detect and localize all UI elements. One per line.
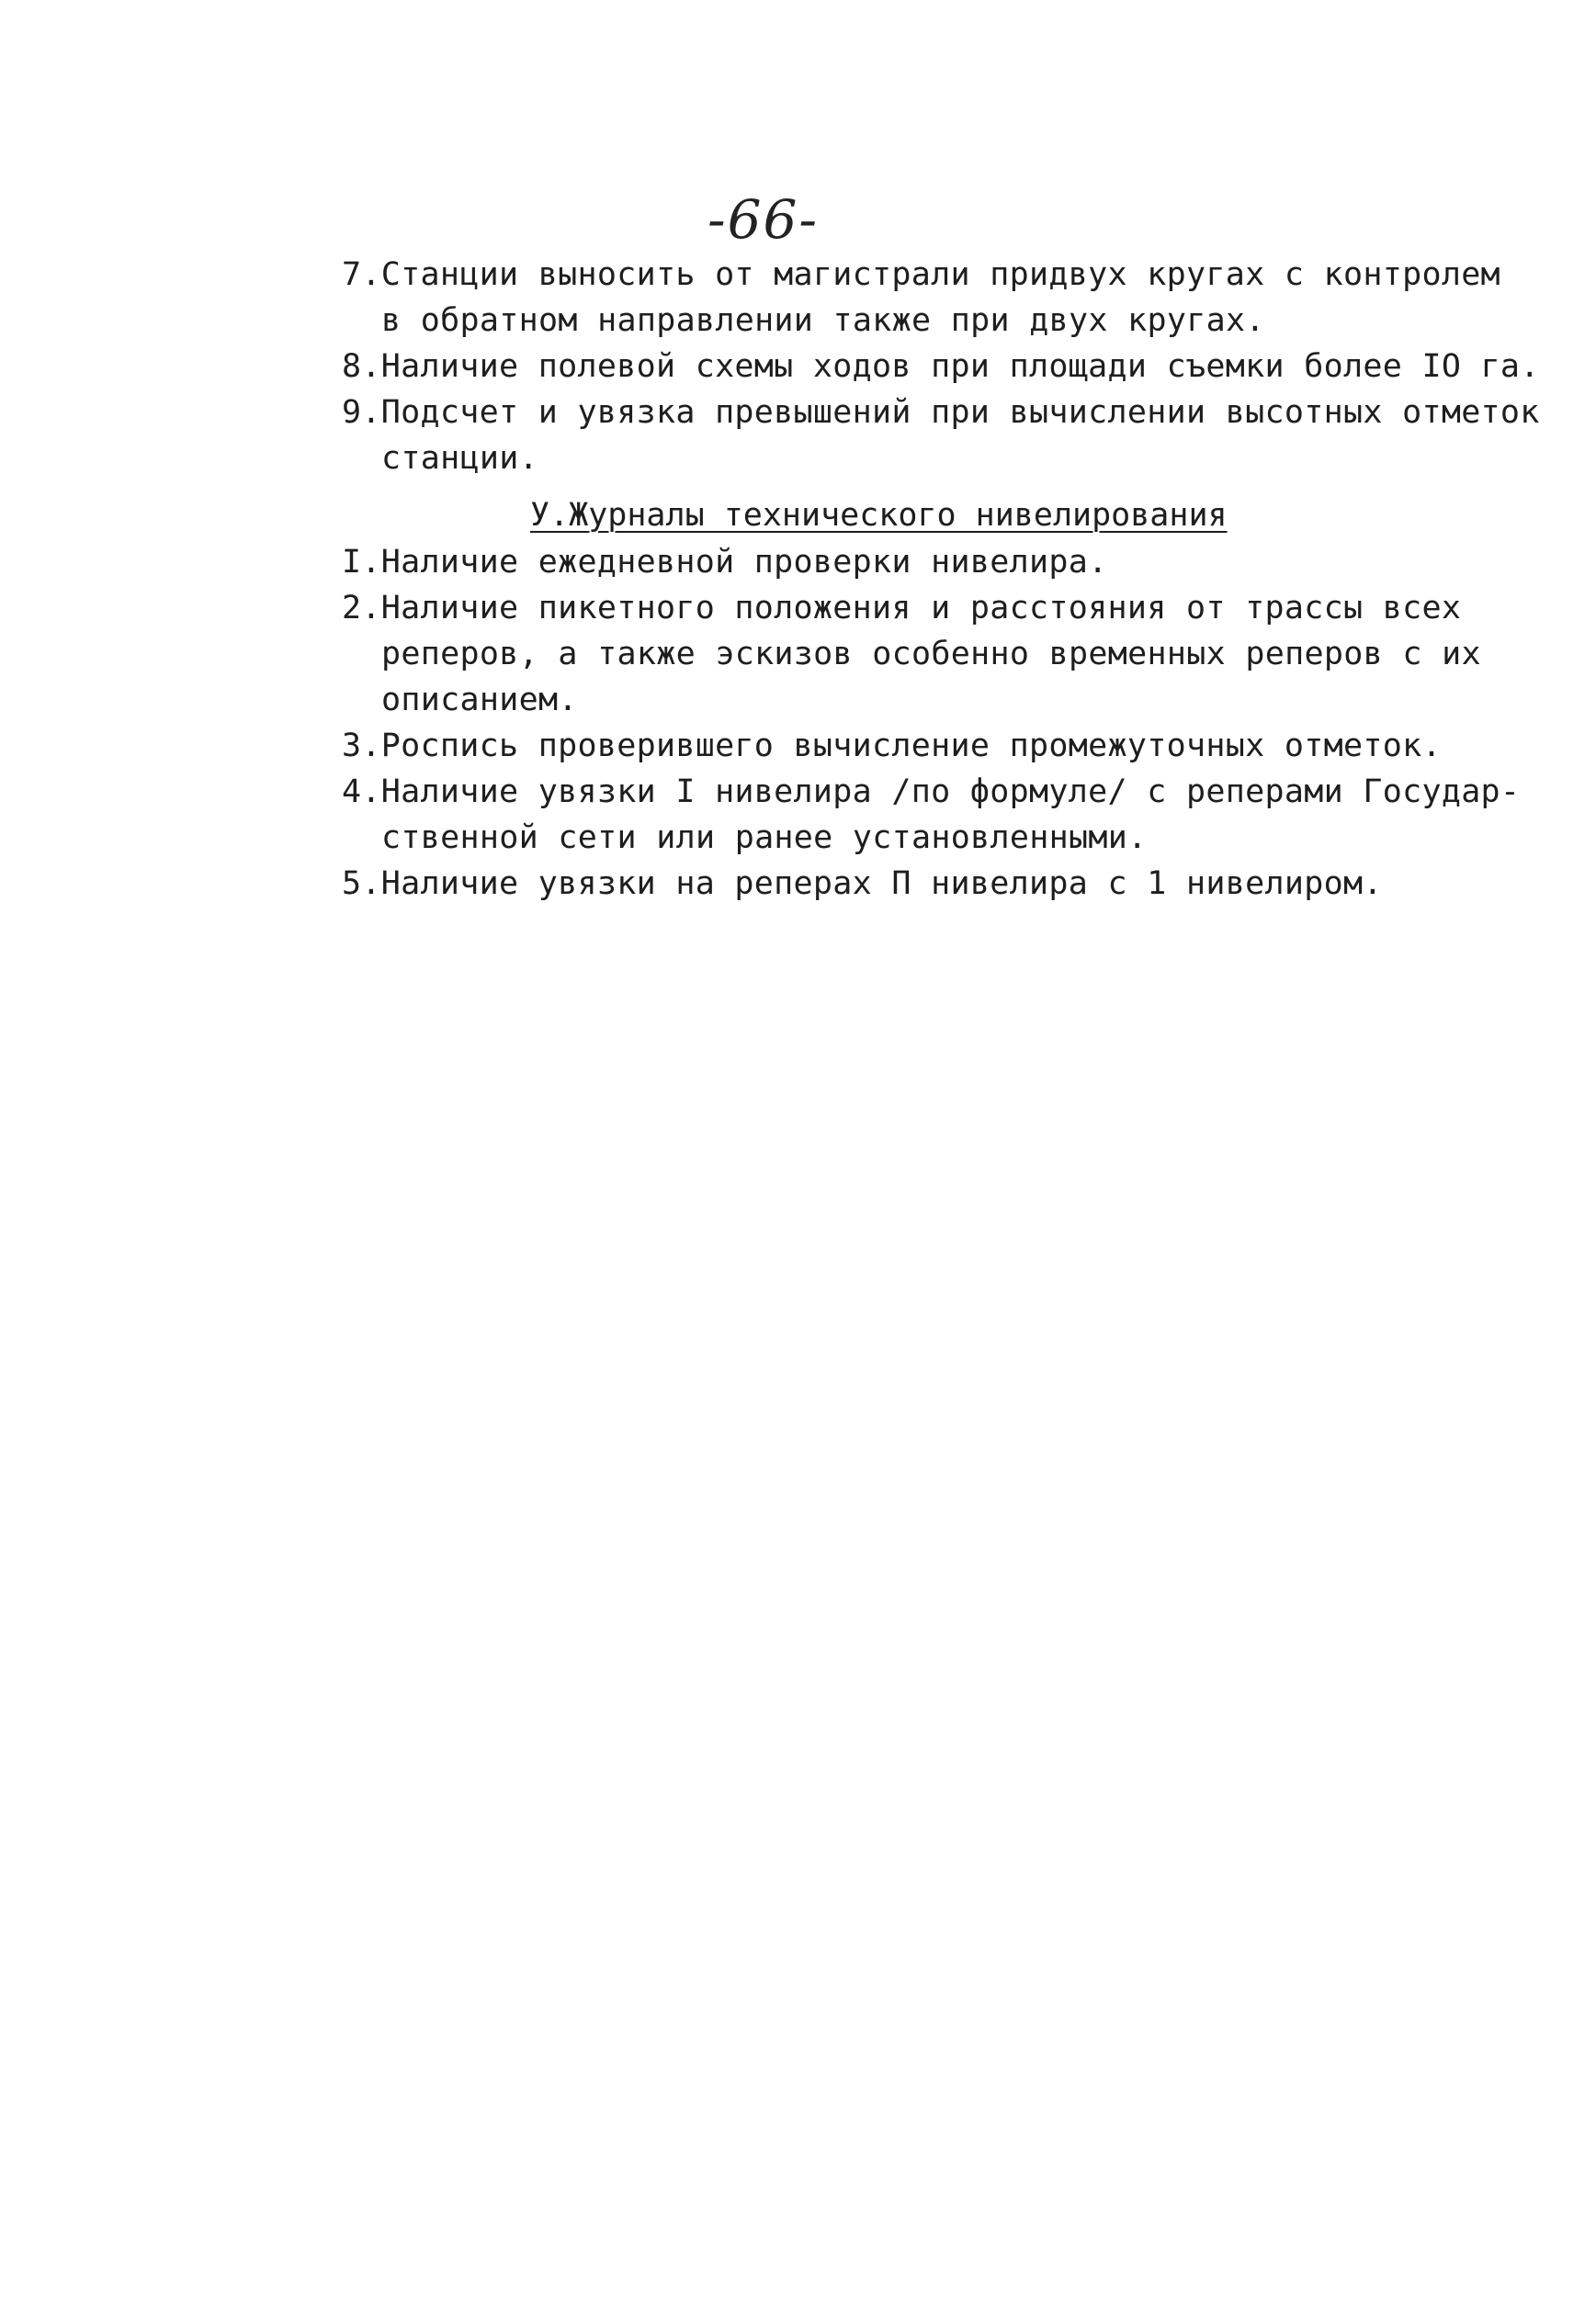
text-line-7: 7.Станции выносить от магистрали придвух кругах с контролем: [342, 256, 1500, 293]
text-line-9: 9.Подсчет и увязка превышений при вычислении высотных отметок: [342, 394, 1540, 431]
text-line-4-cont: ственной сети или ранее установленными.: [381, 819, 1148, 856]
section-heading: У.Журналы технического нивелирования: [530, 497, 1228, 534]
text-line-8: 8.Наличие полевой схемы ходов при площади съемки более IО га.: [342, 348, 1540, 385]
text-line-5: 5.Наличие увязки на реперах П нивелира с 1 нивелиром.: [342, 865, 1383, 902]
text-line-9-cont: станции.: [381, 440, 538, 477]
text-line-7-cont: в обратном направлении также при двух кругах.: [381, 302, 1265, 339]
text-line-2-cont2: описанием.: [381, 682, 578, 718]
text-line-3: 3.Роспись проверившего вычисление промежуточных отметок.: [342, 728, 1442, 764]
text-line-2: 2.Наличие пикетного положения и расстояния от трассы всех: [342, 590, 1462, 626]
text-line-1: I.Наличие ежедневной проверки нивелира.: [342, 544, 1108, 581]
text-line-4: 4.Наличие увязки I нивелира /по формуле/ с реперами Государ-: [342, 773, 1521, 810]
page-number: -66-: [707, 188, 819, 251]
text-line-2-cont: реперов, а также эскизов особенно временных реперов с их: [381, 636, 1481, 672]
